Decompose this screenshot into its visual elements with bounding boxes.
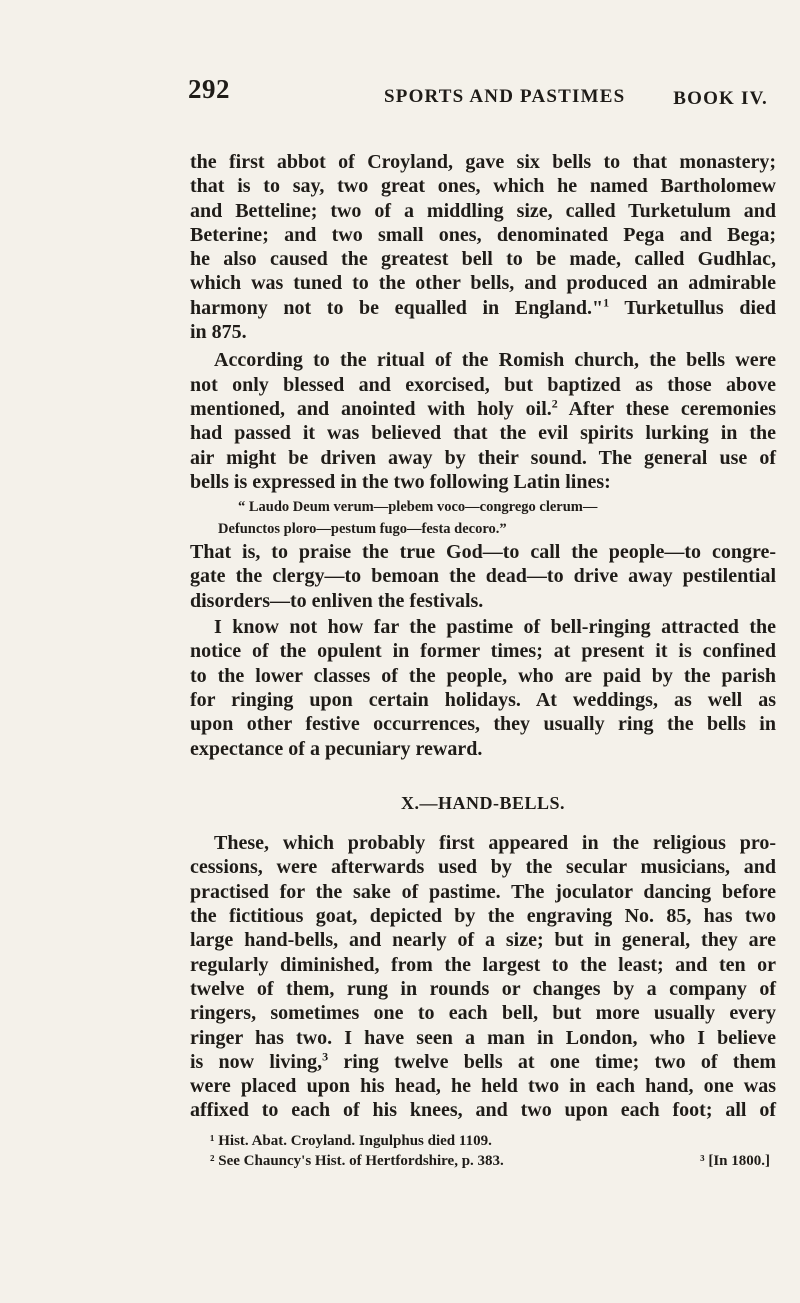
text-line: were placed upon his head, he held two in each hand, one was [190,1075,776,1098]
text-line [190,296,776,320]
footnotes [190,1131,776,1171]
quote-line: Defunctos ploro—pestum fugo—festa decoro.” [218,521,507,538]
text-segment: harmony not to be equalled in England." [190,296,604,319]
latin-quote [190,496,776,540]
text-line: he also caused the greatest bell to be made, called Gudhlac, [190,248,776,271]
footnote-marker: 1 [603,295,610,310]
text-line: That is, to praise the true God—to call the people—to congre- [190,541,776,564]
footnote: ² See Chauncy's Hist. of Hertfordshire, p. 383. [210,1152,504,1169]
text-line: the fictitious goat, depicted by the engraving No. 85, has two [190,905,776,928]
text-line: affixed to each of his knees, and two upon each foot; all of [190,1099,776,1122]
text-segment: After these ceremonies [568,397,776,420]
text-line: cessions, were afterwards used by the secular musicians, and [190,856,776,879]
page-header [188,74,782,114]
paragraph-5 [190,831,776,1123]
text-line: disorders—to enliven the festivals. [190,589,484,612]
text-line: Beterine; and two small ones, denominated Pega and Bega; [190,223,776,246]
page-body [190,150,776,1171]
text-line: ringers, sometimes one to each bell, but more usually every [190,1002,776,1025]
text-line: that is to say, two great ones, which he named Bartholomew [190,175,776,198]
footnote-marker: 2 [551,396,558,411]
text-line: to the lower classes of the people, who are paid by the parish [190,664,776,687]
text-line: and Betteline; two of a middling size, called Turketulum and [190,199,776,222]
page-number: 292 [188,74,230,104]
book-label: BOOK IV. [673,88,768,109]
text-line: which was tuned to the other bells, and produced an admirable [190,272,776,295]
text-line: ringer has two. I have seen a man in London, who I believe [190,1026,776,1049]
text-line: According to the ritual of the Romish church, the bells were [214,349,776,372]
text-line: air might be driven away by their sound. The general use of [190,446,776,469]
text-line: practised for the sake of pastime. The joculator dancing before [190,880,776,903]
text-line: twelve of them, rung in rounds or changes by a company of [190,977,776,1000]
footnote: ¹ Hist. Abat. Croyland. Ingulphus died 1109. [210,1132,492,1149]
text-line: not only blessed and exorcised, but baptized as those above [190,373,776,396]
text-line: gate the clergy—to bemoan the dead—to drive away pestilential [190,565,776,588]
section-heading: X.—HAND-BELLS. [400,792,566,813]
text-segment: ring twelve bells at one time; two of them [343,1050,777,1073]
text-line: large hand-bells, and nearly of a size; but in general, they are [190,929,776,952]
paragraph-2 [190,348,776,494]
text-line [190,397,776,421]
text-line: expectance of a pecuniary reward. [190,737,483,760]
quote-line: “ Laudo Deum verum—plebem voco—congrego clerum— [238,499,598,516]
text-segment: Turketullus died [624,296,776,319]
text-line: for ringing upon certain holidays. At weddings, as well as [190,688,776,711]
text-line [190,1050,776,1074]
footnote-row [190,1151,776,1171]
text-line: upon other festive occurrences, they usually ring the bells in [190,713,776,736]
text-line: had passed it was believed that the evil spirits lurking in the [190,422,776,445]
paragraph-3 [190,540,776,613]
text-line: notice of the opulent in former times; at present it is confined [190,640,776,663]
footnote-marker: 3 [322,1049,329,1064]
text-line: the first abbot of Croyland, gave six bells to that monastery; [190,151,776,173]
paragraph-1 [190,150,776,344]
text-line: These, which probably first appeared in the religious pro- [214,832,776,855]
running-title: SPORTS AND PASTIMES [384,86,626,107]
text-line: in 875. [190,321,247,344]
footnote: ³ [In 1800.] [700,1152,770,1169]
text-segment: mentioned, and anointed with holy oil. [190,397,552,420]
text-line: bells is expressed in the two following Latin lines: [190,470,611,493]
text-line: regularly diminished, from the largest to the least; and ten or [190,953,776,976]
text-segment: is now living, [190,1050,323,1073]
paragraph-4 [190,615,776,761]
text-line: I know not how far the pastime of bell-ringing attracted the [214,616,776,639]
